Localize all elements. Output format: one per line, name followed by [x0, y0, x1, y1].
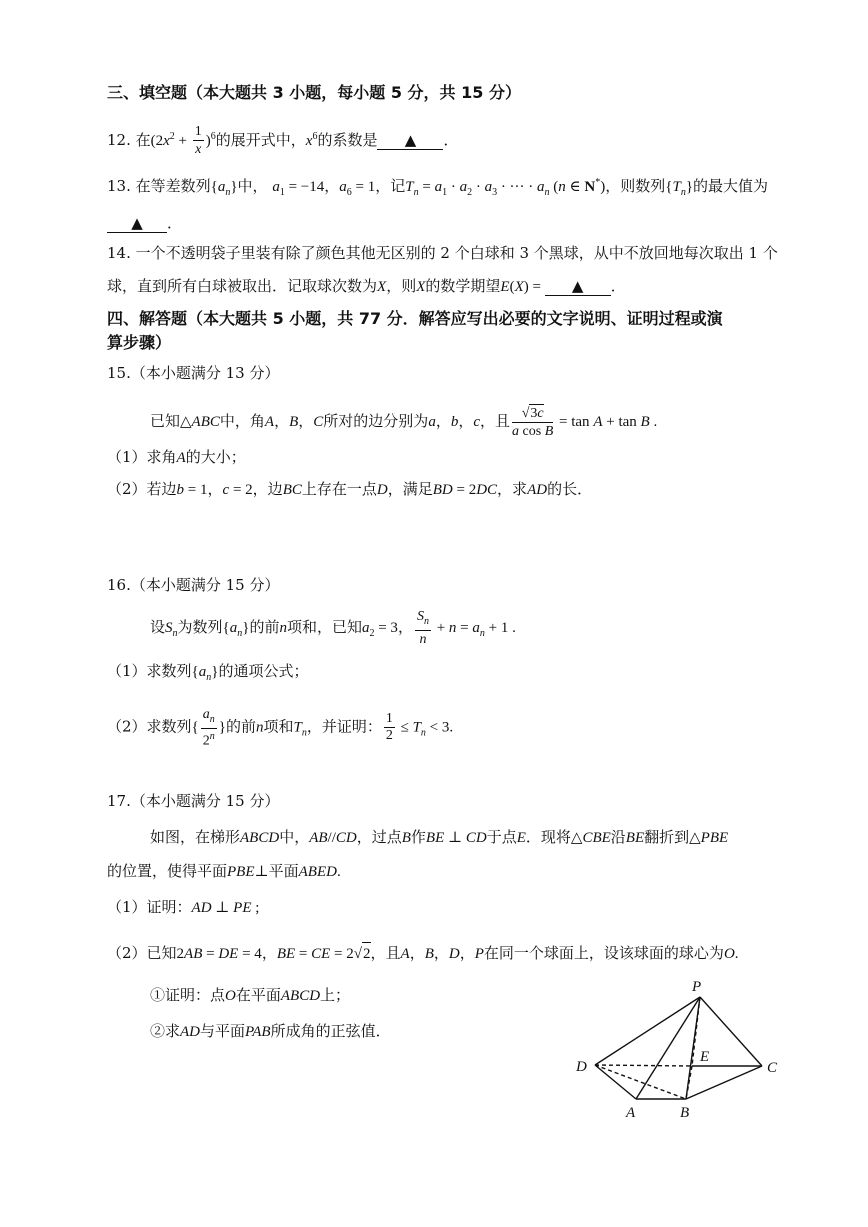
question-14-line-2: 球，直到所有白球被取出．记取球次数为X，则X的数学期望E(X) = ▲ ．	[107, 277, 626, 295]
question-17-subpart-1: ①证明：点O在平面ABCD上；	[150, 986, 351, 1004]
question-13-answer-line: ▲ ．	[107, 212, 182, 234]
label-D: D	[576, 1059, 587, 1075]
section-4-heading-cont: 算步骤）	[107, 333, 172, 352]
q12-text: 12. 在	[107, 131, 151, 149]
edge-PA	[636, 997, 700, 1099]
question-17-subpart-2: ②求AD与平面PAB所成角的正弦值．	[150, 1022, 391, 1040]
question-15-heading: 15.（本小题满分 13 分）	[107, 364, 280, 382]
answer-blank[interactable]	[377, 131, 443, 150]
answer-blank[interactable]	[545, 277, 611, 296]
question-17-part-2: （2）已知2AB = DE = 4，BE = CE = 2√2，且A，B，D，P在同一个球面上，设该球面的球心为O.	[107, 942, 739, 965]
label-A: A	[626, 1105, 636, 1121]
question-16-heading: 16.（本小题满分 15 分）	[107, 576, 280, 594]
label-E: E	[700, 1049, 710, 1065]
edge-PD	[595, 997, 700, 1065]
question-17-stem-line-2: 的位置，使得平面PBE⊥平面ABED.	[107, 862, 341, 880]
blank-triangle-icon: ▲	[131, 214, 143, 232]
blank-triangle-icon: ▲	[404, 131, 417, 149]
question-16-part-1: （1）求数列$\{a_n\}$的通项公式；	[107, 662, 309, 683]
section-4-heading: 四、解答题（本大题共 5 小题，共 77 分．解答应写出必要的文字说明、证明过程或演	[107, 309, 723, 328]
edge-DA	[595, 1065, 636, 1099]
answer-blank[interactable]	[107, 214, 167, 233]
question-17-heading: 17.（本小题满分 15 分）	[107, 792, 280, 810]
blank-triangle-icon: ▲	[571, 277, 584, 295]
edge-EB-hidden	[686, 1066, 692, 1099]
question-16-part-2: （2）求数列{ $\frac{a_n}{2^n}$ }的前n项和$T_n$，并证明： $\frac{1}{2}$ ≤ $T_n < 3$.	[107, 707, 454, 749]
question-15-part-2: （2）若边b = 1，c = 2，边BC上存在一点D，满足BD = 2DC，求AD的长．	[107, 480, 593, 498]
edge-DE-hidden	[595, 1065, 692, 1066]
label-B: B	[680, 1105, 690, 1121]
label-P: P	[692, 979, 702, 995]
question-17-stem-line-1: 如图，在梯形ABCD中，AB//CD，过点B作BE ⊥ CD于点E．现将△CBE沿BE翻折到△PBE	[150, 828, 729, 846]
question-17-part-1: （1）证明：AD ⊥ PE ;	[107, 898, 260, 916]
question-14-line-1: 14. 一个不透明袋子里装有除了颜色其他无区别的 2 个白球和 3 个黑球，从中不放回地每次取出 1 个	[107, 244, 778, 262]
edge-DB-hidden	[595, 1065, 686, 1099]
edge-PC	[700, 997, 762, 1066]
question-16-stem: 设$S_n$为数列$\{a_n\}$的前n项和，已知$a_2 = 3$， $\frac{S_n}{n}$ + $n = a_n + 1$ .	[150, 609, 516, 647]
label-C: C	[767, 1060, 778, 1076]
edge-BC	[686, 1066, 762, 1099]
question-13: 13. 在等差数列$\{a_n\}$中， $a_1 = -14$，$a_6 = 1$，记$T_n = a_1 \cdot a_2 \cdot a_3$ · ··· · $a_n$ (n ∈ N*)，则数列$\{T_n\}$的最大值为	[107, 177, 769, 198]
question-12: 12. 在($2x^2$ + $\frac{1}{x}$ )$^6$的展开式中，$x^6$的系数是 ▲ ．	[107, 124, 459, 157]
geometry-figure	[570, 975, 790, 1125]
section-3-heading: 三、填空题（本大题共 3 小题，每小题 5 分，共 15 分）	[107, 83, 521, 102]
question-15-part-1: （1）求角A的大小；	[107, 448, 246, 466]
question-15-stem: 已知△ABC中，角A，B，C所对的边分别为a，b，c，且 $\frac{√3c}{\text{a cos B}}$ = tan A + tan B .	[150, 406, 658, 439]
